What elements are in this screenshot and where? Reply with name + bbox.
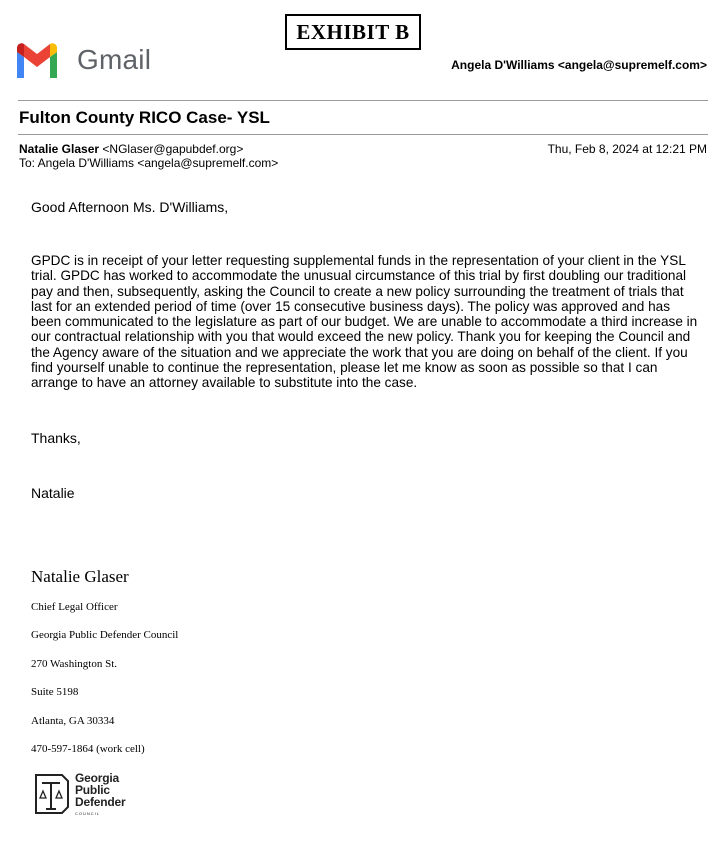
from-line <box>19 142 243 156</box>
signature-phone: 470-597-1864 (work cell) <box>31 743 145 755</box>
email-closing: Thanks, <box>31 430 81 446</box>
account-label: Angela D'Williams <angela@supremelf.com> <box>451 58 707 72</box>
logo-text-council: COUNCIL <box>75 811 101 816</box>
from-email: <NGlaser@gapubdef.org> <box>102 142 244 156</box>
gpdc-emblem-icon <box>32 771 72 817</box>
subject-divider <box>18 134 708 135</box>
email-sender-name: Natalie <box>31 485 75 501</box>
email-date: Thu, Feb 8, 2024 at 12:21 PM <box>547 142 707 156</box>
logo-text-public: Public <box>75 783 110 797</box>
logo-text-georgia: Georgia <box>75 771 119 785</box>
logo-text-defender: Defender <box>75 795 126 809</box>
signature-title: Chief Legal Officer <box>31 601 118 613</box>
email-body: GPDC is in receipt of your letter requesting supplemental funds in the representation of your client in the YSL trial. GPDC has worked to accommodate the unusual circumstance of this trial by first doubling our traditional pay and then, subsequently, asking the Council to create a new policy surrounding the treatment of trials that last for an extended period of time (over 15 consecutive business days). The policy was approved and has been communicated to the legislature as part of our budget. We are unable to accommodate a third increase in our contractual relationship with you that would exceed the new policy. Thank you for keeping the Council and the Agency aware of the situation and we appreciate the work that you are doing on behalf of the client. If you find yourself unable to continue the representation, please let me know as soon as possible so that I can arrange to have an attorney available to substitute into the case. <box>31 253 698 391</box>
from-name: Natalie Glaser <box>19 142 100 156</box>
gmail-wordmark: Gmail <box>77 44 152 75</box>
to-line: To: Angela D'Williams <angela@supremelf.com> <box>19 156 279 170</box>
gmail-m-icon <box>14 42 60 80</box>
header-divider <box>18 100 708 101</box>
email-subject: Fulton County RICO Case- YSL <box>19 108 270 127</box>
signature-street: 270 Washington St. <box>31 658 118 670</box>
signature-suite: Suite 5198 <box>31 686 79 698</box>
signature-org: Georgia Public Defender Council <box>31 629 179 641</box>
signature-city: Atlanta, GA 30334 <box>31 715 115 727</box>
email-greeting: Good Afternoon Ms. D'Williams, <box>31 199 229 215</box>
signature-name: Natalie Glaser <box>31 567 129 586</box>
exhibit-label: EXHIBIT B <box>285 14 421 50</box>
